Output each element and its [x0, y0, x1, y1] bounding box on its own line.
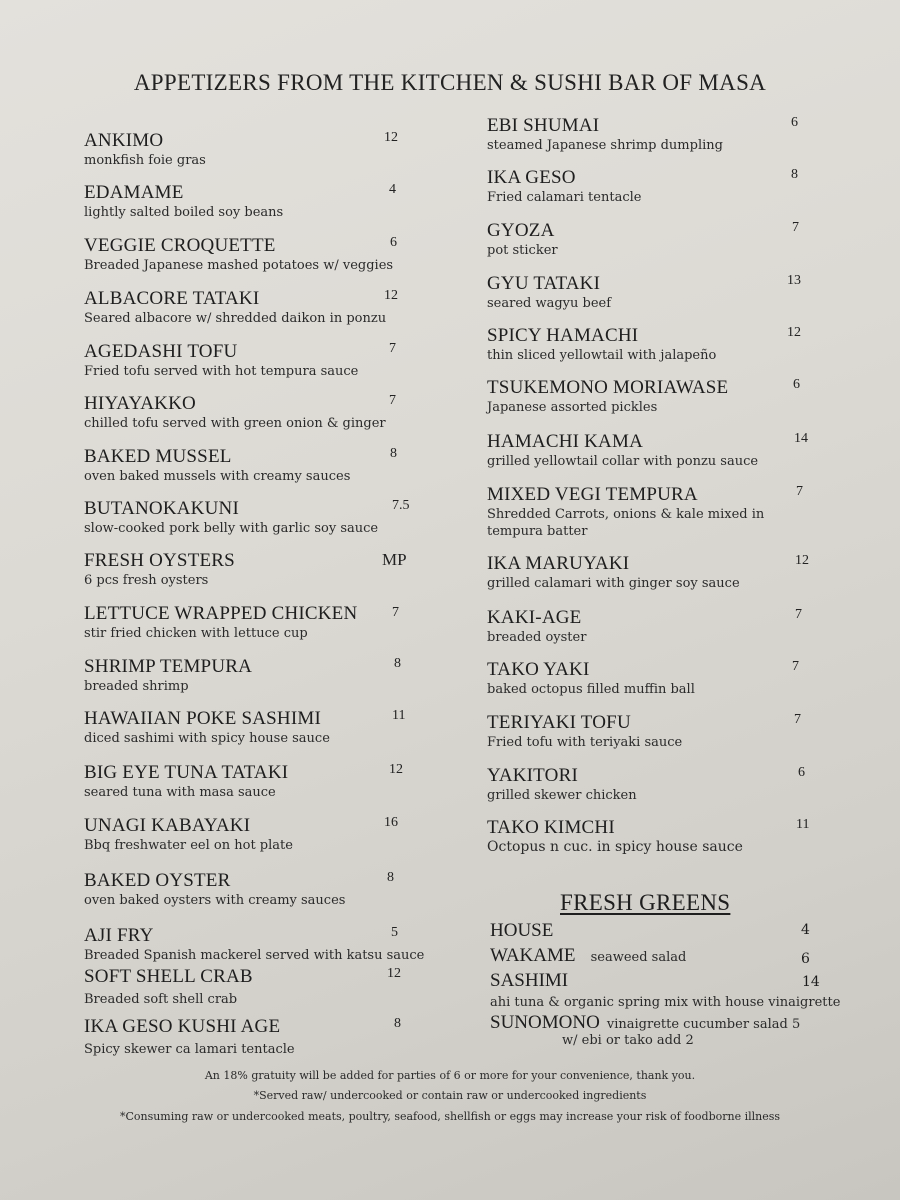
- item-note: vinaigrette cucumber salad 5: [606, 1017, 801, 1032]
- menu-item: [487, 817, 817, 856]
- menu-item: [84, 603, 424, 642]
- item-description: Breaded soft shell crab: [84, 992, 238, 1007]
- item-description: oven baked oysters with creamy sauces: [84, 893, 346, 908]
- item-name: YAKITORI: [487, 765, 578, 786]
- menu-item: [84, 341, 424, 380]
- menu-item: [487, 712, 817, 751]
- item-price: 13: [787, 273, 801, 288]
- menu-item: [487, 220, 817, 259]
- item-name: MIXED VEGI TEMPURA: [487, 484, 698, 505]
- menu-item: [487, 607, 817, 646]
- menu-item: [487, 325, 817, 364]
- item-price: 16: [384, 815, 398, 830]
- item-name: SUNOMONO: [490, 1012, 600, 1033]
- item-name: TSUKEMONO MORIAWASE: [487, 377, 729, 398]
- item-name: AGEDASHI TOFU: [84, 341, 238, 362]
- item-price: 6: [390, 235, 397, 250]
- item-name: HAMACHI KAMA: [487, 431, 643, 452]
- item-price: 11: [392, 708, 406, 723]
- item-price: 6: [798, 765, 805, 780]
- item-price: 12: [384, 130, 398, 145]
- item-price: 7.5: [392, 498, 410, 513]
- item-name: SHRIMP TEMPURA: [84, 656, 253, 677]
- item-price: 7: [392, 605, 399, 620]
- item-description: Japanese assorted pickles: [487, 400, 658, 415]
- menu-item: [84, 966, 424, 1008]
- item-price: 6: [791, 115, 798, 130]
- item-price: 8: [387, 870, 394, 885]
- fresh-greens-heading: FRESH GREENS: [560, 890, 731, 915]
- item-name: GYU TATAKI: [487, 273, 601, 294]
- menu-item: [84, 235, 424, 274]
- menu-item: [487, 377, 817, 416]
- menu-item: [487, 431, 817, 470]
- item-name: EDAMAME: [84, 182, 184, 203]
- item-description: Shredded Carrots, onions & kale mixed in tempura batter: [487, 507, 765, 539]
- item-description: thin sliced yellowtail with jalapeño: [487, 348, 717, 363]
- item-price: 7: [389, 341, 396, 356]
- item-price: 12: [787, 325, 801, 340]
- health-warning: *Consuming raw or undercooked meats, poultry, seafood, shellfish or eggs may increase your risk of foodborne illness: [119, 1110, 781, 1123]
- item-name: BUTANOKAKUNI: [84, 498, 239, 519]
- item-description: 6 pcs fresh oysters: [84, 573, 209, 588]
- menu-item: [84, 446, 424, 485]
- item-name: IKA GESO KUSHI AGE: [84, 1016, 281, 1037]
- menu-item: [84, 762, 424, 801]
- item-description: monkfish foie gras: [84, 153, 206, 168]
- item-description: Breaded Spanish mackerel served with katsu sauce: [84, 948, 425, 963]
- item-name: ANKIMO: [84, 130, 164, 151]
- item-name: KAKI-AGE: [487, 607, 582, 628]
- menu-item: [487, 167, 817, 206]
- gratuity-note: An 18% gratuity will be added for parties of 6 or more for your convenience, thank you.: [204, 1069, 696, 1082]
- item-price: 8: [390, 446, 397, 461]
- menu-item: [84, 708, 424, 747]
- item-name: AJI FRY: [84, 925, 154, 946]
- item-price: 12: [384, 288, 398, 303]
- item-name: IKA MARUYAKI: [487, 553, 630, 574]
- item-name: VEGGIE CROQUETTE: [84, 235, 276, 256]
- item-description: diced sashimi with spicy house sauce: [84, 731, 330, 746]
- item-name: TERIYAKI TOFU: [487, 712, 631, 733]
- menu-item: [84, 288, 424, 327]
- menu-item: [84, 393, 424, 432]
- item-name: GYOZA: [487, 220, 555, 241]
- item-description: grilled skewer chicken: [487, 788, 637, 803]
- item-name: BAKED OYSTER: [84, 870, 231, 891]
- menu-item: [84, 498, 424, 537]
- item-name: SOFT SHELL CRAB: [84, 966, 253, 987]
- item-description: grilled calamari with ginger soy sauce: [487, 576, 740, 591]
- raw-food-note: *Served raw/ undercooked or contain raw or undercooked ingredients: [253, 1089, 647, 1102]
- item-description: pot sticker: [487, 243, 558, 258]
- item-price: 4: [801, 922, 810, 938]
- item-description: Fried calamari tentacle: [487, 190, 642, 205]
- item-name: UNAGI KABAYAKI: [84, 815, 251, 836]
- item-price: 7: [792, 220, 799, 235]
- item-price: 6: [793, 377, 800, 392]
- menu-item: [487, 273, 817, 312]
- item-description: slow-cooked pork belly with garlic soy sauce: [84, 521, 379, 536]
- item-description: Octopus n cuc. in spicy house sauce: [487, 839, 743, 855]
- item-name: HOUSE: [490, 920, 554, 941]
- menu-item: [84, 870, 424, 909]
- item-description: baked octopus filled muffin ball: [487, 682, 695, 697]
- item-description: breaded oyster: [487, 630, 587, 645]
- menu-item: [487, 484, 817, 540]
- item-description: steamed Japanese shrimp dumpling: [487, 138, 723, 153]
- menu-item: [487, 765, 817, 804]
- menu-item: [84, 925, 424, 964]
- item-price: 12: [795, 553, 809, 568]
- item-price: 8: [791, 167, 798, 182]
- item-price: 5: [391, 925, 398, 940]
- item-name: BIG EYE TUNA TATAKI: [84, 762, 289, 783]
- item-description: breaded shrimp: [84, 679, 189, 694]
- item-price: 14: [802, 974, 820, 990]
- item-name: ALBACORE TATAKI: [84, 288, 260, 309]
- item-price: 7: [794, 712, 801, 727]
- item-price: 7: [796, 484, 803, 499]
- item-description: oven baked mussels with creamy sauces: [84, 469, 351, 484]
- item-name: IKA GESO: [487, 167, 576, 188]
- item-price: 12: [387, 966, 401, 981]
- menu-item: [487, 659, 817, 698]
- item-price: 8: [394, 656, 401, 671]
- item-name: BAKED MUSSEL: [84, 446, 232, 467]
- item-price: 14: [794, 431, 808, 446]
- item-name: LETTUCE WRAPPED CHICKEN: [84, 603, 358, 624]
- item-note: seaweed salad: [590, 950, 687, 965]
- item-description: Spicy skewer ca lamari tentacle: [84, 1042, 295, 1057]
- item-description: grilled yellowtail collar with ponzu sauce: [487, 454, 759, 469]
- menu-item: [84, 130, 424, 169]
- item-price: 6: [801, 951, 810, 967]
- item-price: 4: [389, 182, 396, 197]
- item-description: Bbq freshwater eel on hot plate: [84, 838, 293, 853]
- menu-item: [487, 115, 817, 154]
- item-description: lightly salted boiled soy beans: [84, 205, 284, 220]
- item-description: Fried tofu with teriyaki sauce: [487, 735, 683, 750]
- item-name: EBI SHUMAI: [487, 115, 600, 136]
- item-description: Seared albacore w/ shredded daikon in ponzu: [84, 311, 387, 326]
- item-description: chilled tofu served with green onion & ginger: [84, 416, 386, 431]
- item-name: FRESH OYSTERS: [84, 550, 235, 571]
- item-price: MP: [382, 550, 407, 569]
- item-description: Breaded Japanese mashed potatoes w/ veggies: [84, 258, 394, 273]
- greens-item-wakame: [490, 945, 820, 967]
- greens-item-sunomono: [490, 1012, 820, 1049]
- item-name: WAKAME: [490, 945, 576, 966]
- menu-item: [84, 550, 424, 589]
- menu-item: [84, 182, 424, 221]
- item-description: Fried tofu served with hot tempura sauce: [84, 364, 359, 379]
- menu-item: [84, 656, 424, 695]
- item-name: HAWAIIAN POKE SASHIMI: [84, 708, 322, 729]
- item-name: SASHIMI: [490, 970, 569, 991]
- item-price: 11: [796, 817, 810, 832]
- item-addon: w/ ebi or tako add 2: [562, 1033, 694, 1048]
- item-name: SPICY HAMACHI: [487, 325, 639, 346]
- item-description: seared wagyu beef: [487, 296, 612, 311]
- item-price: 7: [795, 607, 802, 622]
- item-description: seared tuna with masa sauce: [84, 785, 276, 800]
- menu-title: APPETIZERS FROM THE KITCHEN & SUSHI BAR OF MASA: [133, 70, 767, 95]
- item-price: 7: [389, 393, 396, 408]
- item-name: TAKO YAKI: [487, 659, 590, 680]
- greens-item-sashimi: [490, 970, 841, 1011]
- menu-item: [84, 1016, 424, 1058]
- item-price: 12: [389, 762, 403, 777]
- menu-item: [487, 553, 817, 592]
- item-price: 7: [792, 659, 799, 674]
- item-description: stir fried chicken with lettuce cup: [84, 626, 308, 641]
- item-price: 8: [394, 1016, 401, 1031]
- item-name: HIYAYAKKO: [84, 393, 196, 414]
- item-description: ahi tuna & organic spring mix with house vinaigrette: [490, 995, 841, 1010]
- menu-item: [84, 815, 424, 854]
- item-name: TAKO KIMCHI: [487, 817, 615, 838]
- greens-item-house: [490, 920, 820, 942]
